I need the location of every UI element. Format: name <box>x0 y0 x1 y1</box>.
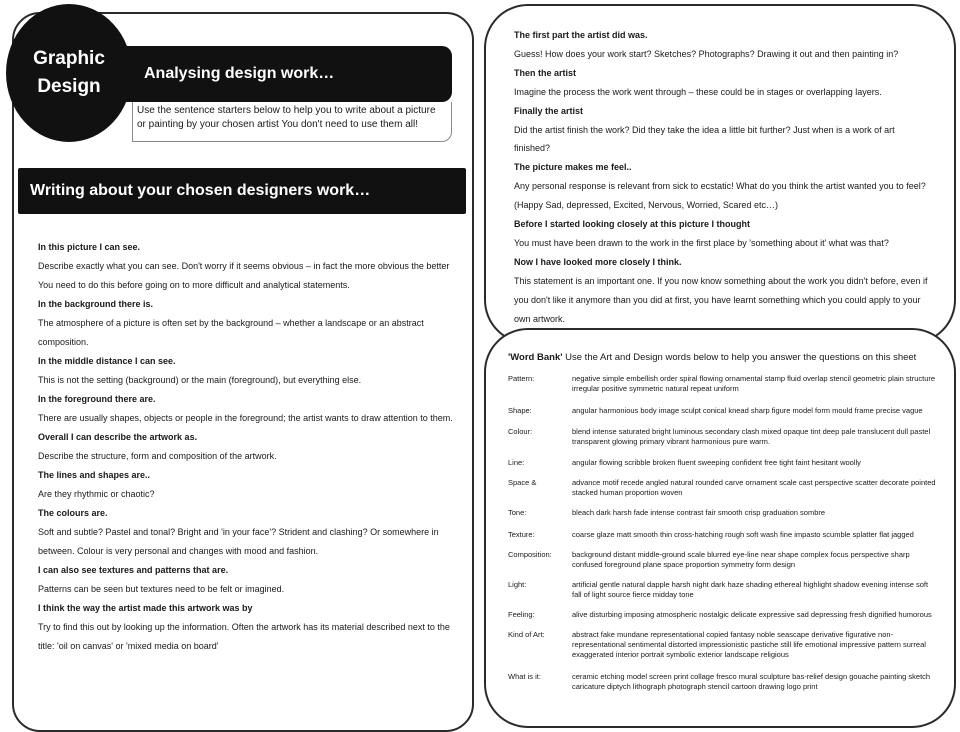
word-bank-term: What is it: <box>508 672 541 681</box>
prompt-heading: In the middle distance I can see. <box>38 356 176 366</box>
prompt-heading: Overall I can describe the artwork as. <box>38 432 198 442</box>
artist-process-notes <box>514 26 932 329</box>
prompt-text: There are usually shapes, objects or people in the foreground; the artist wants to draw attention to them. <box>38 413 453 423</box>
prompt-text: Try to find this out by looking up the information. Often the artwork has its material described next to the title: 'oil on canvas' or 'mixed media on board' <box>38 622 450 651</box>
word-bank-term: Light: <box>508 580 527 589</box>
word-bank-words: coarse glaze matt smooth thin cross-hatching rough soft wash fine impasto scumble splatter flat jagged <box>572 530 914 539</box>
word-bank-term: Pattern: <box>508 374 535 383</box>
word-bank-term: Line: <box>508 458 525 467</box>
word-bank-row <box>508 427 938 447</box>
word-bank-words: alive disturbing imposing atmospheric nostalgic delicate expressive sad depressing fresh dignified humorous <box>572 610 932 619</box>
word-bank-term: Composition: <box>508 550 552 559</box>
word-bank-term: Texture: <box>508 530 535 539</box>
graphic-design-logo <box>6 4 132 142</box>
word-bank-row <box>508 508 938 518</box>
word-bank-words: background distant middle-ground scale blurred eye-line near shape complex focus perspective sharp confused foreground plane space proportion symmetry form design <box>572 550 910 569</box>
word-bank-row <box>508 406 938 416</box>
note-heading: The first part the artist did was. <box>514 30 648 40</box>
note-text: You must have been drawn to the work in the first place by 'something about it' what was that? <box>514 237 889 248</box>
word-bank-words: negative simple embellish order spiral flowing ornamental stamp fluid overlap stencil geometric plain structure irregular positive symmetric natural repeat uniform <box>572 374 936 393</box>
word-bank-words: angular flowing scribble broken fluent sweeping confident free tight faint hesitant woolly <box>572 458 861 467</box>
note-text: Imagine the process the work went through – these could be in stages or overlapping layers. <box>514 86 882 97</box>
word-bank-term: Feeling: <box>508 610 535 619</box>
prompt-text: Are they rhythmic or chaotic? <box>38 489 155 499</box>
word-bank-row <box>508 580 938 600</box>
note-heading: Finally the artist <box>514 105 584 116</box>
word-bank-words: blend intense saturated bright luminous secondary clash mixed opaque tint deep pale translucent dull pastel transparent glowing primary vibrant harmonious pure warm. <box>572 427 931 446</box>
word-bank-row <box>508 630 938 660</box>
word-bank-instruction: Use the Art and Design words below to help you answer the questions on this sheet <box>565 352 917 363</box>
word-bank-term: Tone: <box>508 508 527 517</box>
note-text: Any personal response is relevant from sick to ecstatic! What do you think the artist wanted you to feel? (Happy Sad, depressed, Excited, Nervous, Worried, Scared etc…) <box>514 181 926 211</box>
word-bank-row <box>508 458 938 468</box>
page-title: Analysing design work… <box>120 46 452 102</box>
section-title: Writing about your chosen designers work… <box>18 168 466 214</box>
prompt-heading: In the background there is. <box>38 299 154 309</box>
word-bank-row <box>508 374 938 394</box>
word-bank-term: Kind of Art: <box>508 630 545 639</box>
word-bank-row <box>508 672 938 692</box>
prompt-text: The atmosphere of a picture is often set by the background – whether a landscape or an abstract composition. <box>38 318 424 347</box>
note-heading: The picture makes me feel.. <box>514 162 632 173</box>
intro-text: Use the sentence starters below to help you to write about a picture or painting by your chosen artist You don't need to use them all! <box>132 102 452 142</box>
word-bank-words: bleach dark harsh fade intense contrast fair smooth crisp graduation sombre <box>572 508 826 517</box>
prompt-heading: The lines and shapes are.. <box>38 470 151 480</box>
word-bank-words: angular harmonious body image sculpt conical knead sharp figure model form mould frame precise vague <box>572 406 923 415</box>
word-bank-words: ceramic etching model screen print collage fresco mural sculpture bas-relief design gouache painting sketch caricature diptych lithograph photograph stencil cartoon drawing logo print <box>572 672 931 691</box>
word-bank-row <box>508 530 938 540</box>
logo-line-2: Design <box>37 76 101 97</box>
note-heading: Then the artist <box>514 67 577 78</box>
note-heading: Now I have looked more closely I think. <box>514 256 682 267</box>
word-bank-row <box>508 478 938 498</box>
logo-line-1: Graphic <box>33 48 105 69</box>
prompt-text: Patterns can be seen but textures need to be felt or imagined. <box>38 584 285 594</box>
prompt-heading: The colours are. <box>38 508 108 518</box>
sentence-starters <box>38 238 458 656</box>
word-bank-row <box>508 610 938 620</box>
note-heading: Before I started looking closely at this picture I thought <box>514 219 751 230</box>
word-bank-words: abstract fake mundane representational copied fantasy noble seascape derivative figurative non-representational sentimental distorted impressionistic pastiche still life emotional impressive pattern surreal exaggerated interior portrait symbolic exterior landscape religious <box>572 630 926 659</box>
word-bank-words: artificial gentle natural dapple harsh night dark haze shading ethereal highlight shadow evening intense soft fall of light source fierce midday tone <box>572 580 929 599</box>
prompt-text: Describe the structure, form and composition of the artwork. <box>38 451 277 461</box>
prompt-heading: I think the way the artist made this artwork was by <box>38 603 253 613</box>
prompt-heading: I can also see textures and patterns that are. <box>38 565 229 575</box>
word-bank-term: Shape: <box>508 406 532 415</box>
prompt-text: This is not the setting (background) or the main (foreground), but everything else. <box>38 375 362 385</box>
word-bank-title: 'Word Bank' <box>508 352 563 363</box>
prompt-heading: In this picture I can see. <box>38 242 141 252</box>
note-text: Guess! How does your work start? Sketches? Photographs? Drawing it out and then painting in? <box>514 48 899 59</box>
note-text: Did the artist finish the work? Did they take the idea a little bit further? Just when is a work of art finished? <box>514 124 895 154</box>
word-bank-term: Colour: <box>508 427 533 436</box>
word-bank-row <box>508 550 938 570</box>
note-text: This statement is an important one. If you now know something about the work you didn't before, even if you don't like it anymore than you did at first, you have learnt something which you could apply to your own artwork. <box>514 275 928 324</box>
word-bank-words: advance motif recede angled natural rounded carve ornament scale cast perspective scatter decorate pointed stacked human proportion woven <box>572 478 936 497</box>
prompt-text: Describe exactly what you can see. Don't worry if it seems obvious – in fact the more obvious the better You need to do this before going on to more difficult and analytical statements. <box>38 261 450 290</box>
word-bank-term: Space & <box>508 478 537 487</box>
prompt-heading: In the foreground there are. <box>38 394 156 404</box>
word-bank-header <box>508 352 938 363</box>
prompt-text: Soft and subtle? Pastel and tonal? Bright and 'in your face'? Strident and clashing? Or somewhere in between. Colour is very personal and changes with mood and fashion. <box>38 527 439 556</box>
